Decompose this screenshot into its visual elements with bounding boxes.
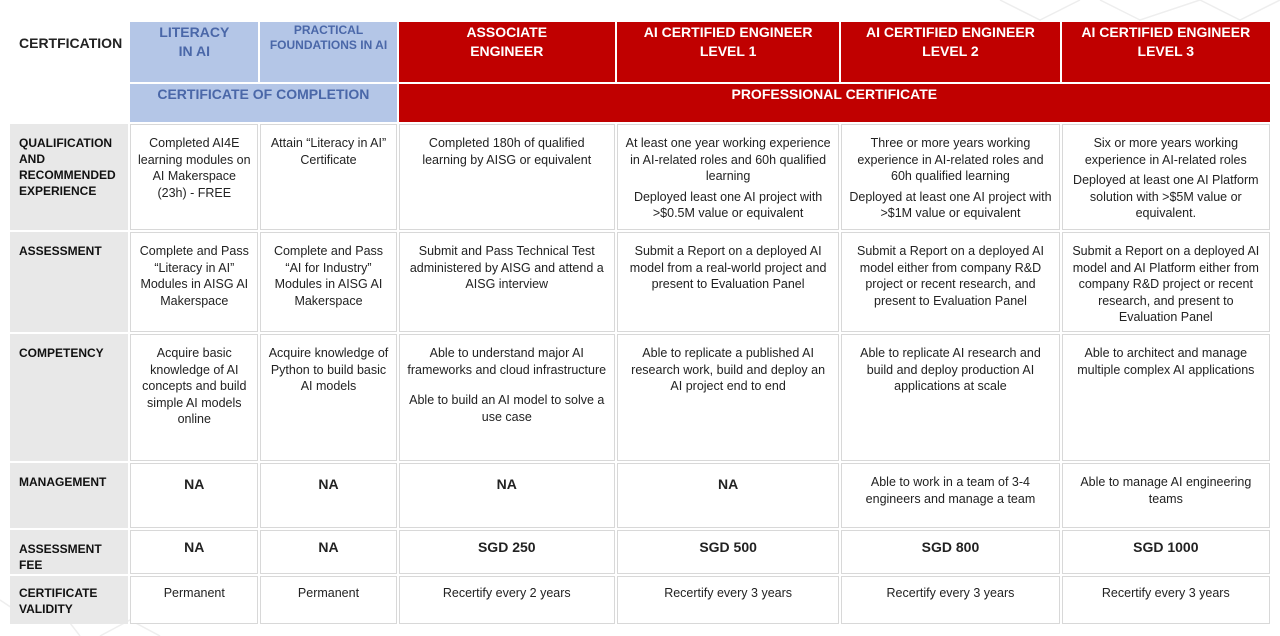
qualification-cell: Attain “Literacy in AI” Certificate [260, 124, 396, 230]
competency-cell: Able to understand major AI frameworks and cloud infrastructure Able to build an AI model to solve a use case [399, 334, 615, 461]
management-cell: NA [130, 463, 258, 528]
competency-cell: Acquire basic knowledge of AI concepts and build simple AI models online [130, 334, 258, 461]
assessment-cell: Submit a Report on a deployed AI model from a real-world project and present to Evaluation Panel [617, 232, 839, 332]
competency-cell: Able to replicate a published AI research work, build and deploy an AI project end to end [617, 334, 839, 461]
qualification-cell: Six or more years working experience in AI-related roles Deployed at least one AI Platform solution with >$5M value or equivalent. [1062, 124, 1270, 230]
fee-row [10, 530, 1270, 574]
level-literacy-in-ai: LITERACY IN AI [130, 22, 258, 82]
qualification-cell: Three or more years working experience in AI-related roles and 60h qualified learning Deployed at least one AI project with >$1M value or equivalent [841, 124, 1059, 230]
competency-cell: Able to replicate AI research and build and deploy production AI applications at scale [841, 334, 1059, 461]
fee-cell: NA [260, 530, 396, 574]
fee-cell: SGD 1000 [1062, 530, 1270, 574]
level-practical-foundations: PRACTICAL FOUNDATIONS IN AI [260, 22, 396, 82]
professional-certificate: PROFESSIONAL CERTIFICATE [399, 84, 1270, 122]
competency-cell: Able to architect and manage multiple complex AI applications [1062, 334, 1270, 461]
level-associate-engineer: ASSOCIATE ENGINEER [399, 22, 615, 82]
level-ai-engineer-2: AI CERTIFIED ENGINEER LEVEL 2 [841, 22, 1059, 82]
row-label-fee: ASSESSMENT FEE [10, 530, 128, 574]
row-label-management: MANAGEMENT [10, 463, 128, 528]
row-label-validity: CERTIFICATE VALIDITY [10, 576, 128, 624]
fee-cell: NA [130, 530, 258, 574]
management-row [10, 463, 1270, 528]
validity-cell: Permanent [130, 576, 258, 624]
row-label-qualification: QUALIFICATION AND RECOMMENDED EXPERIENCE [10, 124, 128, 230]
level-ai-engineer-3: AI CERTIFIED ENGINEER LEVEL 3 [1062, 22, 1270, 82]
management-cell: NA [617, 463, 839, 528]
fee-cell: SGD 800 [841, 530, 1059, 574]
validity-cell: Permanent [260, 576, 396, 624]
competency-row [10, 334, 1270, 461]
assessment-cell: Submit a Report on a deployed AI model and AI Platform either from company R&D project or recent research, and present to Evaluation Panel [1062, 232, 1270, 332]
assessment-cell: Submit a Report on a deployed AI model either from company R&D project or recent research, and present to Evaluation Panel [841, 232, 1059, 332]
management-cell: NA [399, 463, 615, 528]
certificate-of-completion: CERTIFICATE OF COMPLETION [130, 84, 396, 122]
assessment-cell: Complete and Pass “Literacy in AI” Modules in AISG AI Makerspace [130, 232, 258, 332]
assessment-cell: Complete and Pass “AI for Industry” Modules in AISG AI Makerspace [260, 232, 396, 332]
management-cell: Able to manage AI engineering teams [1062, 463, 1270, 528]
validity-cell: Recertify every 2 years [399, 576, 615, 624]
qualification-cell: Completed AI4E learning modules on AI Makerspace (23h) - FREE [130, 124, 258, 230]
fee-cell: SGD 500 [617, 530, 839, 574]
corner-spacer [10, 84, 128, 122]
management-cell: Able to work in a team of 3-4 engineers and manage a team [841, 463, 1059, 528]
certification-table [8, 20, 1272, 626]
validity-row [10, 576, 1270, 624]
validity-cell: Recertify every 3 years [841, 576, 1059, 624]
level-ai-engineer-1: AI CERTIFIED ENGINEER LEVEL 1 [617, 22, 839, 82]
level-header-row [10, 22, 1270, 82]
fee-cell: SGD 250 [399, 530, 615, 574]
qualification-row [10, 124, 1270, 230]
assessment-row [10, 232, 1270, 332]
competency-cell: Acquire knowledge of Python to build basic AI models [260, 334, 396, 461]
row-label-assessment: ASSESSMENT [10, 232, 128, 332]
validity-cell: Recertify every 3 years [617, 576, 839, 624]
qualification-cell: At least one year working experience in AI-related roles and 60h qualified learning Deployed least one AI project with >$0.5M value or equivalent [617, 124, 839, 230]
assessment-cell: Submit and Pass Technical Test administered by AISG and attend a AISG interview [399, 232, 615, 332]
corner-label: CERTFICATION [10, 22, 128, 82]
certificate-type-row [10, 84, 1270, 122]
row-label-competency: COMPETENCY [10, 334, 128, 461]
validity-cell: Recertify every 3 years [1062, 576, 1270, 624]
qualification-cell: Completed 180h of qualified learning by AISG or equivalent [399, 124, 615, 230]
management-cell: NA [260, 463, 396, 528]
